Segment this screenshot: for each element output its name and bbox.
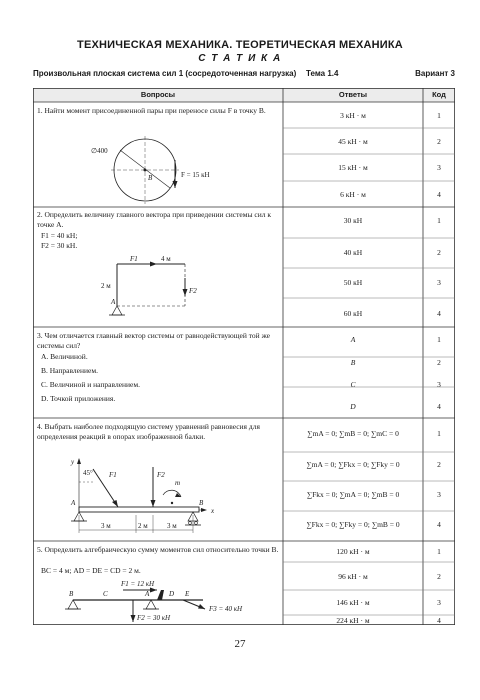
question-3-option-a: А. Величиной.: [41, 352, 88, 361]
q5-answer-3: 146 кН · м: [336, 598, 370, 607]
q5-code-1: 1: [437, 547, 441, 556]
question-3-option-c: С. Величиной и направлением.: [41, 380, 140, 389]
figure-4-point-b: B: [199, 499, 204, 507]
topic-line: [33, 69, 455, 79]
q1-answer-4: 6 кН · м: [340, 190, 366, 199]
question-4-figure: [33, 455, 283, 540]
theme-label: Тема 1.4: [306, 69, 339, 78]
question-4-text: 4. Выбрать наиболее подходящую систему уравнений равновесия для определения реакций в опорах изображенной балки.: [37, 422, 260, 441]
q4-code-2: 2: [437, 460, 441, 469]
figure-4-angle: 45°: [83, 469, 93, 477]
q5-code-2: 2: [437, 572, 441, 581]
figure-4-x-axis: x: [211, 507, 215, 515]
topic-text: Произвольная плоская система сил 1 (сосредоточенная нагрузка): [33, 69, 297, 78]
q3-code-1: 1: [437, 335, 441, 344]
q2-code-2: 2: [437, 248, 441, 257]
figure-4-f2: F2: [157, 471, 165, 479]
question-1-text: 1. Найти момент присоединенной пары при переносе силы F в точку B.: [37, 106, 266, 115]
q3-code-3: 3: [437, 380, 441, 389]
q4-answer-4: ∑Fkx = 0; ∑Fky = 0; ∑mB = 0: [306, 520, 400, 529]
column-header-questions: Вопросы: [33, 88, 283, 102]
figure-4-y-axis: y: [71, 458, 75, 466]
q2-code-4: 4: [437, 309, 441, 318]
question-1-figure: [33, 130, 283, 206]
figure-2-point-a: A: [111, 298, 116, 306]
figure-5-point-a: A: [145, 590, 150, 598]
q2-answer-2: 40 кН: [343, 248, 363, 257]
q2-code-1: 1: [437, 216, 441, 225]
q3-answer-3: C: [350, 380, 356, 389]
question-3-option-b: В. Направлением.: [41, 366, 98, 375]
figure-5-point-b: B: [69, 590, 74, 598]
figure-5-point-c: C: [103, 590, 108, 598]
q2-code-3: 3: [437, 278, 441, 287]
figure-2-length: 4 м: [161, 255, 171, 263]
question-2-figure: [33, 252, 283, 326]
q5-answer-4: 224 кН · м: [336, 616, 370, 625]
variant-label: Вариант 3: [415, 69, 455, 78]
figure-5-point-d: D: [169, 590, 175, 598]
question-5-figure: [33, 576, 283, 624]
q4-answer-3: ∑Fkx = 0; ∑mA = 0; ∑mB = 0: [306, 490, 400, 499]
q1-code-4: 4: [437, 190, 441, 199]
q1-code-1: 1: [437, 111, 441, 120]
question-5-given: BC = 4 м; AD = DE = CD = 2 м.: [41, 566, 141, 575]
document-title: ТЕХНИЧЕСКАЯ МЕХАНИКА. ТЕОРЕТИЧЕСКАЯ МЕХАНИКА: [77, 39, 403, 51]
question-5-text: 5. Определить алгебраическую сумму моментов сил относительно точки B.: [37, 545, 279, 554]
q1-answer-1: 3 кН · м: [340, 111, 366, 120]
figure-5-point-e: E: [185, 590, 190, 598]
q1-code-3: 3: [437, 163, 441, 172]
page-number: 27: [234, 638, 246, 650]
figure-2-height: 2 м: [101, 282, 111, 290]
q2-answer-3: 50 кН: [343, 278, 363, 287]
figure-5-f2: F2 = 30 кН: [137, 614, 171, 622]
figure-1-force: F = 15 кН: [181, 171, 210, 179]
question-2-text: 2. Определить величину главного вектора при приведении системы сил к точке A.: [37, 210, 271, 229]
q3-answer-4: D: [350, 402, 356, 411]
section-title: С Т А Т И К А: [198, 53, 282, 64]
figure-5-f3: F3 = 40 кН: [209, 605, 243, 613]
figure-1-diameter: ∅400: [91, 147, 108, 155]
q2-answer-1: 30 кН: [343, 216, 363, 225]
question-2-given-1: F1 = 40 кН;: [41, 231, 78, 240]
figure-4-dim-3: 3 м: [167, 522, 177, 530]
q4-code-1: 1: [437, 429, 441, 438]
column-header-code: Код: [423, 88, 455, 102]
q3-answer-1: A: [350, 335, 356, 344]
q1-answer-3: 15 кН · м: [338, 163, 368, 172]
q4-code-4: 4: [437, 520, 441, 529]
q1-code-2: 2: [437, 137, 441, 146]
figure-4-point-a: A: [71, 499, 76, 507]
q3-answer-2: B: [350, 358, 356, 367]
figure-4-dim-2: 2 м: [138, 522, 148, 530]
test-table: [33, 88, 455, 625]
question-2-given-2: F2 = 30 кН.: [41, 241, 78, 250]
q5-code-4: 4: [437, 616, 441, 625]
q5-answer-2: 96 кН · м: [338, 572, 368, 581]
q3-code-4: 4: [437, 402, 441, 411]
q4-code-3: 3: [437, 490, 441, 499]
figure-2-f1: F1: [130, 255, 138, 263]
q1-answer-2: 45 кН · м: [338, 137, 368, 146]
question-3-option-d: D. Точкой приложения.: [41, 394, 116, 403]
column-header-answers: Ответы: [283, 88, 423, 102]
figure-4-moment: m: [175, 479, 181, 487]
figure-4-dim-1: 3 м: [101, 522, 111, 530]
figure-2-f2: F2: [189, 287, 197, 295]
figure-5-f1: F1 = 12 кН: [121, 580, 155, 588]
q5-code-3: 3: [437, 598, 441, 607]
q2-answer-4: 60 кН: [343, 309, 363, 318]
q5-answer-1: 120 кН · м: [336, 547, 370, 556]
q4-answer-1: ∑mA = 0; ∑mB = 0; ∑mC = 0: [307, 429, 399, 438]
question-3-text: 3. Чем отличается главный вектор системы от равнодействующей той же системы сил?: [37, 331, 270, 350]
figure-4-f1: F1: [109, 471, 117, 479]
figure-1-point-b: B: [148, 174, 153, 182]
q3-code-2: 2: [437, 358, 441, 367]
q4-answer-2: ∑mA = 0; ∑Fkx = 0; ∑Fky = 0: [306, 460, 400, 469]
